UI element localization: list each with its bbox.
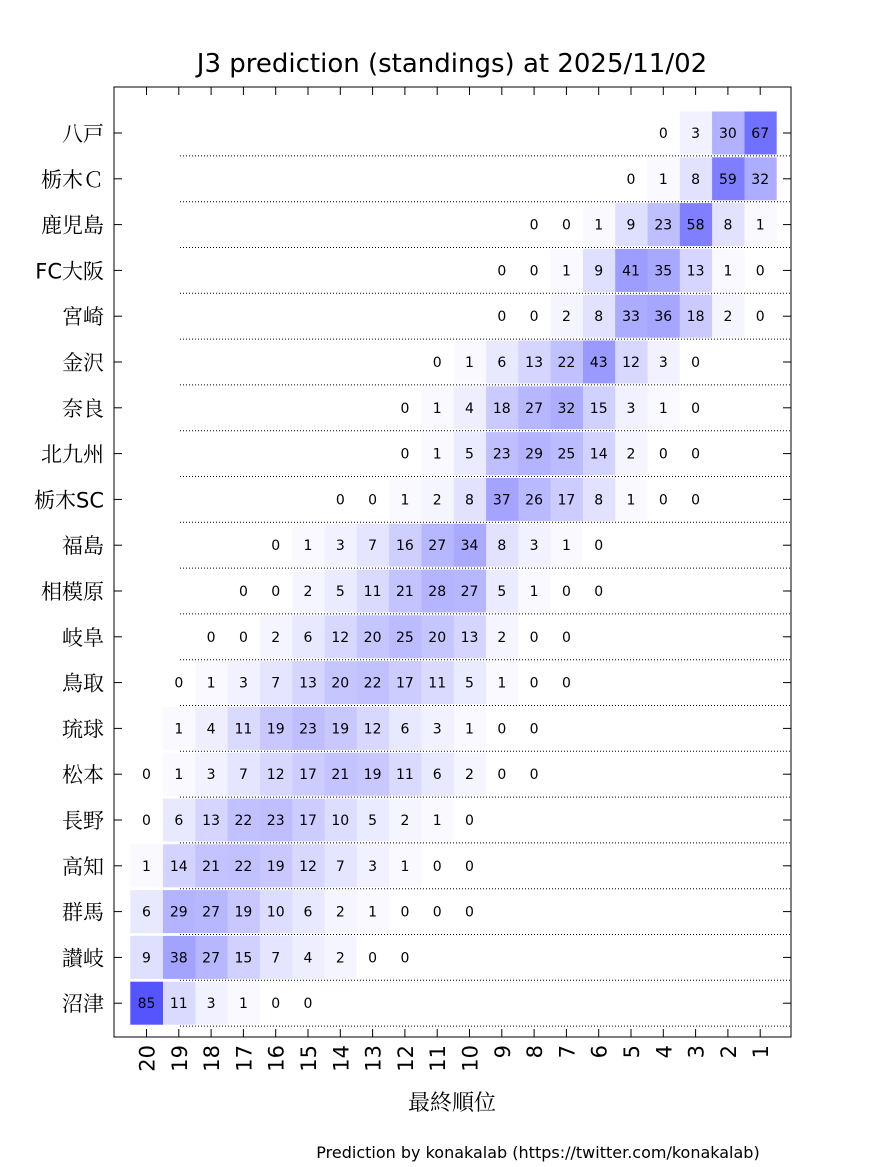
cell-value-label: 0 — [755, 309, 765, 326]
cell-value-label: 8 — [465, 492, 474, 509]
cell-value-label: 1 — [432, 400, 442, 417]
rank-tick-label: 18 — [200, 1045, 225, 1072]
cell-value-label: 2 — [335, 950, 345, 967]
cell-value-label: 0 — [529, 309, 539, 326]
cell-value-label: 13 — [686, 263, 705, 280]
cell-value-label: 0 — [271, 996, 281, 1013]
cell-value-label: 0 — [303, 996, 313, 1013]
cell-value-label: 0 — [658, 446, 668, 463]
rank-tick-label: 4 — [652, 1045, 677, 1059]
cell-value-label: 19 — [266, 858, 285, 875]
cell-value-label: 5 — [335, 584, 345, 600]
cell-value-label: 0 — [142, 813, 151, 829]
cell-value-label: 0 — [465, 858, 474, 875]
cell-value-label: 29 — [525, 446, 544, 463]
cell-value-label: 0 — [529, 629, 539, 646]
team-label: 奈良 — [62, 396, 104, 421]
cell-value-label: 20 — [363, 629, 382, 646]
cell-value-label: 0 — [529, 675, 539, 692]
cell-value-label: 7 — [271, 950, 281, 967]
cell-value-label: 15 — [589, 400, 608, 417]
cell-value-label: 33 — [622, 309, 640, 326]
team-label: 相模原 — [41, 580, 104, 604]
cell-value-label: 0 — [368, 492, 378, 509]
cell-value-label: 36 — [654, 309, 673, 326]
cell-value-label: 3 — [238, 675, 248, 692]
team-label: 松本 — [62, 763, 104, 788]
cell-value-label: 4 — [303, 950, 313, 967]
cell-value-label: 0 — [335, 492, 345, 509]
cell-value-label: 0 — [594, 584, 604, 600]
cell-value-label: 35 — [654, 263, 673, 280]
rank-tick-label: 9 — [490, 1045, 515, 1059]
cell-value-label: 25 — [557, 446, 576, 463]
cell-value-label: 2 — [432, 492, 442, 509]
cell-value-label: 22 — [557, 355, 576, 371]
cell-value-label: 3 — [206, 767, 216, 784]
team-label: 栃木SC — [34, 488, 104, 513]
team-label: 北九州 — [41, 442, 104, 467]
cell-value-label: 1 — [174, 767, 184, 784]
rank-tick-label: 20 — [135, 1045, 160, 1072]
cell-value-label: 0 — [238, 584, 248, 600]
team-label: 岐阜 — [62, 625, 104, 650]
cell-value-label: 0 — [400, 446, 410, 463]
cell-value-label: 2 — [303, 584, 313, 600]
cell-value-label: 19 — [363, 767, 382, 784]
cell-value-label: 0 — [368, 950, 378, 967]
cell-value-label: 0 — [561, 217, 571, 234]
cell-value-label: 13 — [299, 675, 317, 692]
team-label: 金沢 — [62, 351, 104, 375]
cell-value-label: 0 — [465, 904, 474, 921]
cell-value-label: 17 — [299, 767, 317, 784]
rank-tick-label: 19 — [167, 1045, 192, 1072]
cell-value-label: 27 — [460, 584, 479, 600]
cell-value-label: 0 — [691, 400, 701, 417]
cell-value-label: 58 — [686, 217, 705, 234]
cell-value-label: 2 — [626, 446, 636, 463]
cell-value-label: 11 — [169, 996, 188, 1013]
cell-value-label: 1 — [303, 538, 313, 555]
cell-value-label: 1 — [497, 675, 507, 692]
cell-value-label: 30 — [718, 126, 737, 142]
cell-value-label: 0 — [529, 767, 539, 784]
cell-value-label: 14 — [169, 858, 188, 875]
cell-value-label: 23 — [299, 721, 317, 738]
cell-value-label: 2 — [335, 904, 345, 921]
cell-value-label: 32 — [751, 171, 770, 188]
cell-value-label: 21 — [331, 767, 350, 784]
team-label: 長野 — [62, 809, 104, 833]
cell-value-label: 17 — [299, 813, 317, 829]
cell-value-label: 18 — [686, 309, 705, 326]
cell-value-label: 3 — [368, 858, 378, 875]
cell-value-label: 19 — [331, 721, 350, 738]
cell-value-label: 1 — [658, 400, 668, 417]
team-label: 宮崎 — [62, 305, 104, 330]
cell-value-label: 6 — [432, 767, 442, 784]
cell-value-label: 0 — [238, 629, 248, 646]
team-label: 高知 — [62, 854, 104, 879]
cell-value-label: 21 — [395, 584, 414, 600]
cell-value-label: 7 — [271, 675, 281, 692]
cell-value-label: 0 — [691, 446, 701, 463]
cell-value-label: 21 — [202, 858, 221, 875]
cell-value-label: 1 — [723, 263, 733, 280]
cell-value-label: 0 — [658, 126, 668, 142]
cell-value-label: 3 — [335, 538, 345, 555]
cell-value-label: 2 — [561, 309, 571, 326]
cell-value-label: 23 — [492, 446, 511, 463]
cell-value-label: 0 — [432, 355, 442, 371]
team-label: 沼津 — [62, 992, 104, 1017]
cell-value-label: 0 — [529, 263, 539, 280]
cell-value-label: 1 — [561, 538, 571, 555]
cell-value-label: 0 — [561, 584, 571, 600]
cell-value-label: 0 — [497, 767, 507, 784]
cell-value-label: 11 — [363, 584, 382, 600]
cell-value-label: 5 — [497, 584, 507, 600]
cell-value-label: 0 — [497, 263, 507, 280]
cell-value-label: 11 — [234, 721, 253, 738]
cell-value-label: 2 — [465, 767, 474, 784]
cell-value-label: 27 — [525, 400, 544, 417]
cell-value-label: 22 — [234, 813, 253, 829]
cell-value-label: 2 — [400, 813, 410, 829]
cell-value-label: 17 — [557, 492, 576, 509]
cell-value-label: 0 — [497, 721, 507, 738]
cell-value-label: 1 — [658, 171, 668, 188]
cell-value-label: 0 — [529, 721, 539, 738]
cell-value-label: 12 — [363, 721, 382, 738]
cell-value-label: 29 — [169, 904, 188, 921]
cell-value-label: 0 — [400, 400, 410, 417]
team-labels — [34, 122, 104, 1016]
cell-value-label: 18 — [492, 400, 511, 417]
rank-tick-label: 14 — [329, 1045, 354, 1072]
cell-value-label: 8 — [594, 309, 604, 326]
cell-value-label: 1 — [755, 217, 765, 234]
cell-value-label: 1 — [594, 217, 604, 234]
cell-value-label: 14 — [589, 446, 608, 463]
cell-value-label: 12 — [331, 629, 350, 646]
cell-value-label: 85 — [137, 996, 156, 1013]
cell-value-label: 2 — [497, 629, 507, 646]
cell-value-label: 27 — [428, 538, 447, 555]
cell-value-label: 9 — [142, 950, 151, 967]
cell-value-label: 1 — [432, 813, 442, 829]
cell-value-label: 41 — [622, 263, 640, 280]
cell-value-label: 38 — [169, 950, 188, 967]
cell-value-label: 6 — [400, 721, 410, 738]
cell-value-label: 1 — [465, 721, 474, 738]
cell-value-label: 15 — [234, 950, 253, 967]
cell-value-label: 19 — [234, 904, 253, 921]
cell-value-label: 6 — [303, 904, 313, 921]
cell-value-label: 0 — [271, 538, 281, 555]
rank-tick-label: 5 — [620, 1045, 644, 1059]
cell-value-label: 1 — [432, 446, 442, 463]
cell-value-label: 0 — [691, 492, 701, 509]
cell-value-label: 1 — [174, 721, 184, 738]
rank-tick-label: 6 — [587, 1045, 612, 1059]
team-label: FC大阪 — [35, 259, 104, 284]
cell-value-label: 10 — [266, 904, 285, 921]
team-label: 鹿児島 — [41, 213, 104, 238]
cell-value-label: 6 — [303, 629, 313, 646]
team-label: 鳥取 — [62, 671, 104, 696]
cell-value-label: 20 — [331, 675, 350, 692]
cell-value-label: 8 — [497, 538, 507, 555]
rank-tick-label: 16 — [264, 1045, 289, 1072]
cell-value-label: 0 — [691, 355, 701, 371]
cell-value-label: 1 — [206, 675, 216, 692]
cell-value-label: 12 — [622, 355, 640, 371]
x-axis-label: 最終順位 — [407, 1091, 497, 1116]
cell-value-label: 0 — [755, 263, 765, 280]
cell-value-label: 20 — [428, 629, 447, 646]
cell-value-label: 5 — [465, 446, 474, 463]
rank-tick-label: 7 — [555, 1045, 580, 1059]
rank-tick-label: 2 — [716, 1045, 741, 1059]
cell-value-label: 0 — [432, 858, 442, 875]
cell-value-label: 32 — [557, 400, 576, 417]
cell-value-label: 0 — [206, 629, 216, 646]
cell-value-label: 0 — [658, 492, 668, 509]
rank-tick-label: 11 — [426, 1045, 451, 1072]
cell-value-label: 7 — [368, 538, 378, 555]
cell-value-label: 7 — [335, 858, 345, 875]
cell-value-label: 0 — [142, 767, 151, 784]
cell-value-label: 13 — [202, 813, 221, 829]
cell-value-label: 6 — [497, 355, 507, 371]
cell-value-label: 13 — [525, 355, 544, 371]
cell-value-label: 1 — [142, 858, 151, 875]
cell-value-label: 1 — [626, 492, 636, 509]
cell-value-label: 1 — [529, 584, 539, 600]
cell-value-label: 7 — [238, 767, 248, 784]
cell-value-label: 1 — [561, 263, 571, 280]
cell-value-label: 9 — [594, 263, 604, 280]
cell-value-label: 1 — [238, 996, 248, 1013]
rank-labels — [136, 1045, 774, 1072]
cell-value-label: 3 — [626, 400, 636, 417]
cell-value-label: 3 — [529, 538, 539, 555]
cell-value-label: 25 — [395, 629, 414, 646]
cell-value-label: 67 — [751, 126, 770, 142]
cell-value-label: 1 — [400, 858, 410, 875]
cell-value-label: 0 — [271, 584, 281, 600]
cell-value-label: 37 — [492, 492, 511, 509]
rank-tick-label: 1 — [749, 1045, 774, 1059]
cell-value-label: 27 — [202, 904, 221, 921]
cell-value-label: 43 — [589, 355, 608, 371]
cell-value-label: 8 — [594, 492, 604, 509]
cell-value-label: 0 — [400, 904, 410, 921]
cell-value-label: 28 — [428, 584, 447, 600]
cell-value-label: 23 — [266, 813, 285, 829]
team-label: 琉球 — [62, 717, 104, 742]
cell-value-label: 0 — [626, 171, 636, 188]
cell-value-label: 2 — [271, 629, 281, 646]
cell-value-label: 11 — [395, 767, 414, 784]
cell-value-label: 0 — [465, 813, 474, 829]
cell-value-label: 26 — [525, 492, 544, 509]
team-label: 福島 — [62, 534, 104, 559]
team-label: 栃木Ｃ — [41, 167, 104, 192]
cell-value-label: 0 — [432, 904, 442, 921]
cell-value-label: 0 — [400, 950, 410, 967]
cell-value-label: 3 — [206, 996, 216, 1013]
cell-value-label: 5 — [368, 813, 378, 829]
cell-value-label: 12 — [299, 858, 317, 875]
cell-value-label: 59 — [718, 171, 737, 188]
cell-value-label: 0 — [497, 309, 507, 326]
cell-value-label: 9 — [626, 217, 636, 234]
cell-value-label: 12 — [266, 767, 285, 784]
cell-value-label: 0 — [529, 217, 539, 234]
cell-value-label: 2 — [723, 309, 733, 326]
cell-value-label: 6 — [174, 813, 184, 829]
cell-value-label: 3 — [691, 126, 701, 142]
cell-value-label: 19 — [266, 721, 285, 738]
cell-value-label: 1 — [400, 492, 410, 509]
cell-value-label: 22 — [234, 858, 253, 875]
cell-value-label: 34 — [460, 538, 479, 555]
rank-tick-label: 13 — [361, 1045, 386, 1072]
cell-value-label: 6 — [142, 904, 151, 921]
rank-tick-label: 15 — [297, 1045, 321, 1072]
cell-value-label: 13 — [460, 629, 479, 646]
rank-tick-label: 17 — [232, 1045, 257, 1072]
cell-value-label: 1 — [465, 355, 474, 371]
team-label: 群馬 — [62, 900, 104, 925]
cell-value-label: 27 — [202, 950, 221, 967]
rank-tick-label: 8 — [523, 1045, 548, 1059]
cell-value-label: 16 — [395, 538, 414, 555]
cell-value-label: 5 — [465, 675, 474, 692]
cell-value-label: 3 — [432, 721, 442, 738]
chart-title: J3 prediction (standings) at 2025/11/02 — [196, 49, 708, 79]
cell-value-label: 17 — [395, 675, 414, 692]
cell-value-label: 0 — [561, 675, 571, 692]
team-label: 讃岐 — [62, 946, 104, 971]
credit-text: Prediction by konakalab (https://twitter.com/konakalab) — [316, 1143, 760, 1162]
rank-tick-label: 10 — [458, 1045, 483, 1072]
cell-value-label: 11 — [428, 675, 447, 692]
cell-value-label: 10 — [331, 813, 350, 829]
cell-value-label: 23 — [654, 217, 673, 234]
cell-value-label: 4 — [206, 721, 216, 738]
rank-tick-label: 3 — [684, 1045, 709, 1059]
cell-value-label: 0 — [561, 629, 571, 646]
cell-value-label: 22 — [363, 675, 382, 692]
rank-tick-label: 12 — [393, 1045, 418, 1072]
team-label: 八戸 — [62, 122, 104, 146]
cell-value-label: 4 — [465, 400, 474, 417]
cell-value-label: 0 — [594, 538, 604, 555]
cell-value-label: 0 — [174, 675, 184, 692]
cell-value-label: 3 — [658, 355, 668, 371]
cell-value-label: 8 — [691, 171, 701, 188]
cell-value-label: 1 — [368, 904, 378, 921]
cell-value-label: 8 — [723, 217, 733, 234]
